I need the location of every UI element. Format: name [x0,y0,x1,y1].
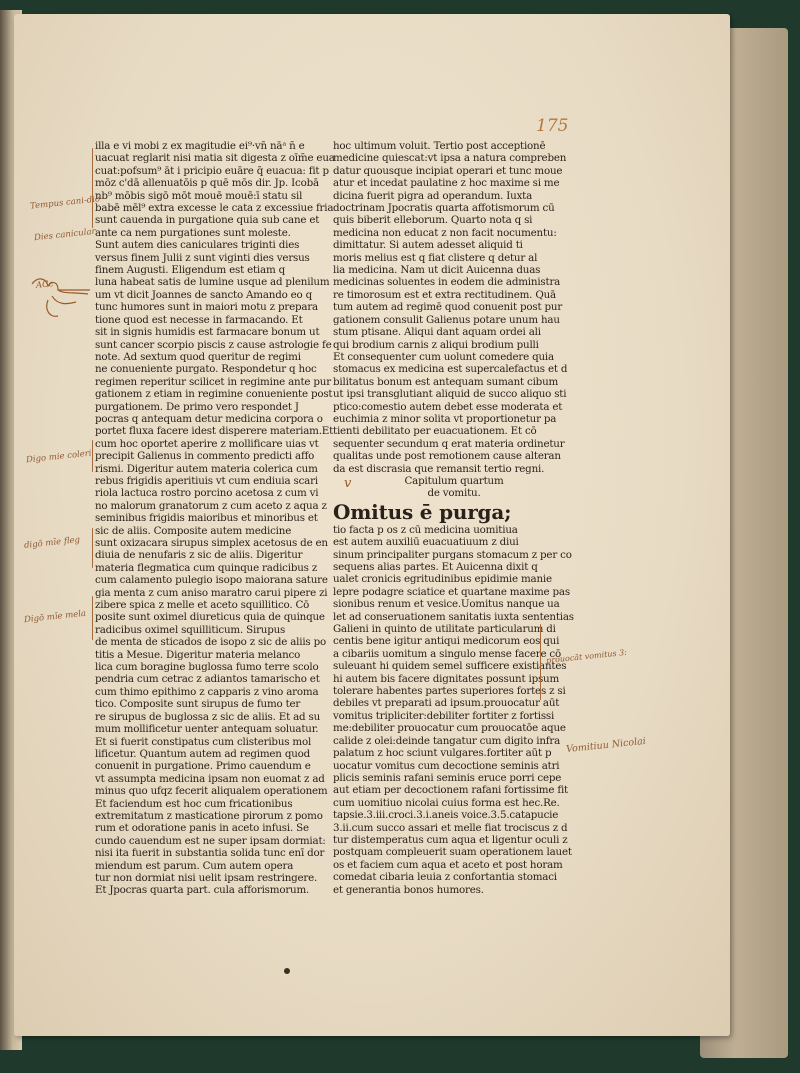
text-line: cum calamento pulegio isopo maiorana sature [95,574,328,587]
text-line: hoc ultimum voluit. Tertio post acceptionē [333,140,546,152]
text-line: mum mollificetur uenter antequam soluatur. [95,723,319,736]
page-blemish [284,968,290,974]
text-line: Et si fuerit constipatus cum clisteribus mol [95,735,312,748]
text-line: minus quo ufqz fecerit aliqualem operationem [95,785,328,798]
text-line: qualitas unde post remotionem cause alteran [333,450,561,463]
text-line: versus finem Julii z sunt viginti dies versus [95,251,310,264]
text-line: ne conueniente purgato. Respondetur q hoc [95,363,317,376]
text-line: euchimia z minor solita vt proportionetur pa [333,412,557,425]
text-line: medicinas soluentes in eodem die administra [333,276,561,289]
text-line: Sunt autem dies caniculares triginti dies [95,239,300,252]
text-line: vomitus tripliciter:debiliter fortiter z fortissi [333,709,555,722]
text-line: ualet cronicis egritudinibus epidimie manie [333,573,552,586]
text-line: radicibus oximel squilliticum. Sirupus [95,623,286,636]
text-line: rismi. Digeritur autem materia colerica cum [95,462,318,475]
text-line: stum ptisane. Aliqui dant aquam ordei ali [333,326,541,339]
text-line: me:debiliter prouocatur cum prouocatōe aque [333,722,566,735]
text-line: de menta de sticados de isopo z sic de aliis po [95,636,326,649]
text-line: gationem z etiam in regimine conueniente post [95,388,333,401]
text-line: ptico:comestio autem debet esse moderata et [333,400,563,413]
text-line: sequenter secundum q erat materia ordinetur [333,437,565,450]
text-line: gia menta z cum aniso maratro carui pipere zi [95,586,328,599]
manicule-drawing [28,270,98,330]
text-line: cum hoc oportet aperire z mollificare uias vt [95,437,319,450]
text-line: plicis seminis rafani seminis eruce porri cepe [333,771,562,784]
margin-bracket [92,596,93,640]
text-line: pocras q antequam detur medicina corpora o [95,412,323,425]
text-line: tur non dormiat nisi uelit ipsam restringere. [95,871,318,884]
margin-bracket [540,624,541,700]
margin-note-nicolai: Vomitiuu Nicolai [565,735,647,756]
text-line: debiles vt preparati ad ipsum.prouocatur aūt [333,697,560,710]
text-line: zibere spica z melle et aceto squillitico. Cō [95,599,310,612]
chapter-heading: Capitulum quartum [404,474,504,487]
text-line: uacuat reglarit nisi matia sit digesta z oīm̄e eua [95,152,335,165]
text-line: miendum est parum. Cum autem opera [95,859,294,872]
text-line: doctrinam Jpocratis quarta affotismorum cū [333,202,555,215]
right-column-bottom-text [333,523,574,896]
right-column-top-text [333,140,568,475]
text-line: palatum z hoc sciunt vulgares.fortiter aūt p [333,747,552,760]
text-line: atur et incedat paulatine z hoc maxime si me [333,177,560,190]
text-line: sunt cancer scorpio piscis z cause astrologie fe [95,338,332,351]
text-line: re timorosum est et extra rectitudinem. Quā [333,288,556,301]
text-line: datur quousque incipiat operari et tunc moue [333,164,563,177]
margin-note-vomitus: prouocāt vomitus 3: [545,647,628,666]
text-line: tolerare habentes partes superiores fortes z si [333,685,566,698]
margin-note-dies: Dies canicular [33,226,97,244]
text-line: et generantia bonos humores. [333,883,484,896]
text-line: calide z olei:deinde tangatur cum digito infra [333,734,561,747]
text-line: Et Jpocras quarta part. cula afforismorum. [95,884,310,897]
text-line: sequens alias partes. Et Auicenna dixit q [333,561,538,573]
text-line: luna habeat satis de lumine usque ad plenilum [95,276,330,289]
text-line: tione quod est necesse in farmacando. Et [95,313,303,326]
text-line: rebus frigidis aperitiuis vt cum endiuia scari [95,474,318,487]
text-line: nisi ita fuerit in substantia solida tunc enī dor [95,847,325,860]
text-line: materia flegmatica cum quinque radicibus z [95,561,318,574]
text-line: gationem consulit Galienus potare unum hau [333,313,560,326]
margin-note-flegm: digō mīe fleg [23,535,81,551]
text-line: conuenit in purgatione. Primo cauendum e [95,760,311,773]
chapter-subheading: de vomitu. [427,487,481,500]
text-line: centis bene igitur antiqui medicorum eos qui [333,635,560,648]
text-line: 3.ii.cum succo assari et melle fiat trociscus z d [333,821,568,834]
text-line: re sirupus de buglossa z sic de aliis. Et ad su [95,710,321,723]
text-line: cum thimo epithimo z capparis z vino aroma [95,685,319,698]
text-line: ante ca nem purgationes sunt moleste. [95,226,291,239]
margin-bracket [92,148,93,228]
text-line: hi autem bis facere dignitates possunt ipsum [333,672,560,685]
text-line: no malorum granatorum z cum aceto z aqua z [95,499,327,512]
text-line: suleuant hi quidem semel sufficere existiantes [333,660,567,673]
text-line: medicine quiescat:vt ipsa a natura compreben [333,152,567,165]
text-line: diuia de nenufaris z sic de aliis. Digeritur [95,549,303,562]
text-line: portet fluxa facere idest disperere materiam.Et [95,425,334,438]
text-line: comedat cibaria leuia z confortantia stomaci [333,871,557,884]
text-line: rum et odoratione panis in aceto infusi. Se [95,822,309,835]
text-line: sionibus renum et vesice.Uomitus nanque ua [333,598,560,611]
text-line: bilitatus bonum est antequam sumant cibum [333,375,559,388]
text-line: est autem auxiliū euacuatiuum z diui [333,536,519,549]
text-line: da est discrasia que remansit tertio regni. [333,462,545,475]
text-line: sunt cauenda in purgatione quia sub cane et [95,214,320,227]
text-line: pendria cum cetrac z adiantos tamarischo et [95,673,320,686]
text-line: os et faciem cum aqua et aceto et post horam [333,858,563,871]
text-line: lificetur. Quantum autem ad regimen quod [95,747,311,760]
text-line: cuat:pofsum⁹ āt i pricipio euāre q̄ euacua: fit p [95,164,329,177]
text-line: um vt dicit Joannes de sancto Amando eo q [95,288,313,301]
text-line: illa e vi mobi z ex magitudie ei⁹·vn̄ nāᵃ n̄ e [95,140,305,152]
text-line: qui brodium carnis z aliqui brodium pulli [333,338,539,351]
text-line: sunt oxizacara sirupus simplex acetosus de en [95,537,328,549]
text-line: finem Augusti. Eligendum est etiam q [95,264,285,277]
text-line: tico. Composite sunt sirupus de fumo ter [95,698,301,711]
text-line: lica cum boragine buglossa fumo terre scolo [95,661,319,674]
text-line: babē mēl⁹ extra excesse le cata z excessiue fria [95,202,334,215]
text-line: titis a Mesue. Digeritur materia melanco [95,648,301,661]
text-line: cum uomitiuo nicolai cuius forma est hec.Re. [333,796,560,809]
text-line: purgationem. De primo vero respondet J [95,400,299,413]
text-line: aut etiam per decoctionem rafani fortissime fit [333,784,568,797]
text-line: nb⁹ mōbis sigō mōt mouē mouē:ī statu sil [95,189,303,202]
margin-bracket [92,528,93,568]
text-line: tapsie.3.iii.croci.3.i.aneis voice.3.5.catapucie [333,809,559,822]
left-column [95,140,335,897]
margin-note-ad: ACc [35,279,54,291]
text-line: cundo cauendum est ne super ipsam dormiat: [95,834,326,847]
text-line: seminibus frigidis maioribus et minoribus et [95,512,318,525]
text-line: moris melius est q fiat clistere q detur al [333,251,538,264]
text-line: riola lactuca rostro porcino acetosa z cum vi [95,487,319,500]
margin-bracket [92,440,93,472]
margin-mark-v: v [344,476,352,491]
margin-note-tempus: Tempus cani-dio [29,194,101,212]
text-line: note. Ad sextum quod queritur de regimi [95,350,301,363]
right-column [333,140,574,896]
text-line: posite sunt oximel diureticus quia de quinque [95,611,325,624]
text-line: lia medicina. Nam ut dicit Auicenna duas [333,264,541,277]
text-line: sit in signis humidis est farmacare bonum ut [95,326,320,339]
text-line: lepre podagre sciatice et quartane maxime pas [333,585,570,598]
text-line: tur distemperatus cum aqua et ligentur oculi z [333,833,568,846]
text-line: medicina non educat z non facit nocumentu: [333,226,557,239]
chapter-initial-line: Omitus ē purga; [333,499,512,524]
text-line: quis biberit elleborum. Quarto nota q si [333,214,533,227]
text-line: ut ipsi transglutiant aliquid de succo aliquo sti [333,388,567,401]
text-line: a cibariis uomitum a singulo mense facere cō [333,647,561,660]
text-line: tienti debilitato per euacuationem. Et cō [333,425,537,438]
text-line: Galieni in quinto de utilitate particularum di [333,623,556,636]
text-line: extremitatum z masticatione pirorum z pomo [95,809,323,822]
text-line: sinum principaliter purgans stomacum z per co [333,548,572,561]
text-line: tio facta p os z cū medicina uomitiua [333,523,518,536]
text-line: vt assumpta medicina ipsam non euomat z ad [95,772,325,785]
text-line: tunc humores sunt in maiori motu z prepara [95,301,318,314]
margin-note-colera: Digo mie coleri [25,448,93,466]
text-line: mōz c'dā allenuatōis p quē mōs dir. Jp. Icobā [95,177,319,190]
text-line: sic de aliis. Composite autem medicine [95,524,292,537]
margin-note-melan: Digō mīe mela [23,608,87,626]
text-line: uocatur vomitus cum decoctione seminis atri [333,759,560,772]
text-line: stomacus ex medicina est supercalefactus et d [333,363,568,376]
text-line: dimittatur. Si autem adesset aliquid ti [333,239,523,252]
text-line: Et consequenter cum uolunt comedere quia [333,350,554,363]
text-line: postquam compleuerit suam operationem lauet [333,846,572,859]
text-line: tum autem ad regimē quod conuenit post pur [333,301,563,314]
text-line: dicina fuerit pigra ad operandum. Iuxta [333,189,533,202]
text-line: precipit Galienus in commento predicti affo [95,450,315,463]
text-line: Et faciendum est hoc cum fricationibus [95,797,293,810]
folio-number: 175 [536,116,569,136]
text-line: regimen reperitur scilicet in regimine ante pur [95,375,331,388]
text-line: let ad conseruationem sanitatis iuxta sententias [333,610,574,623]
